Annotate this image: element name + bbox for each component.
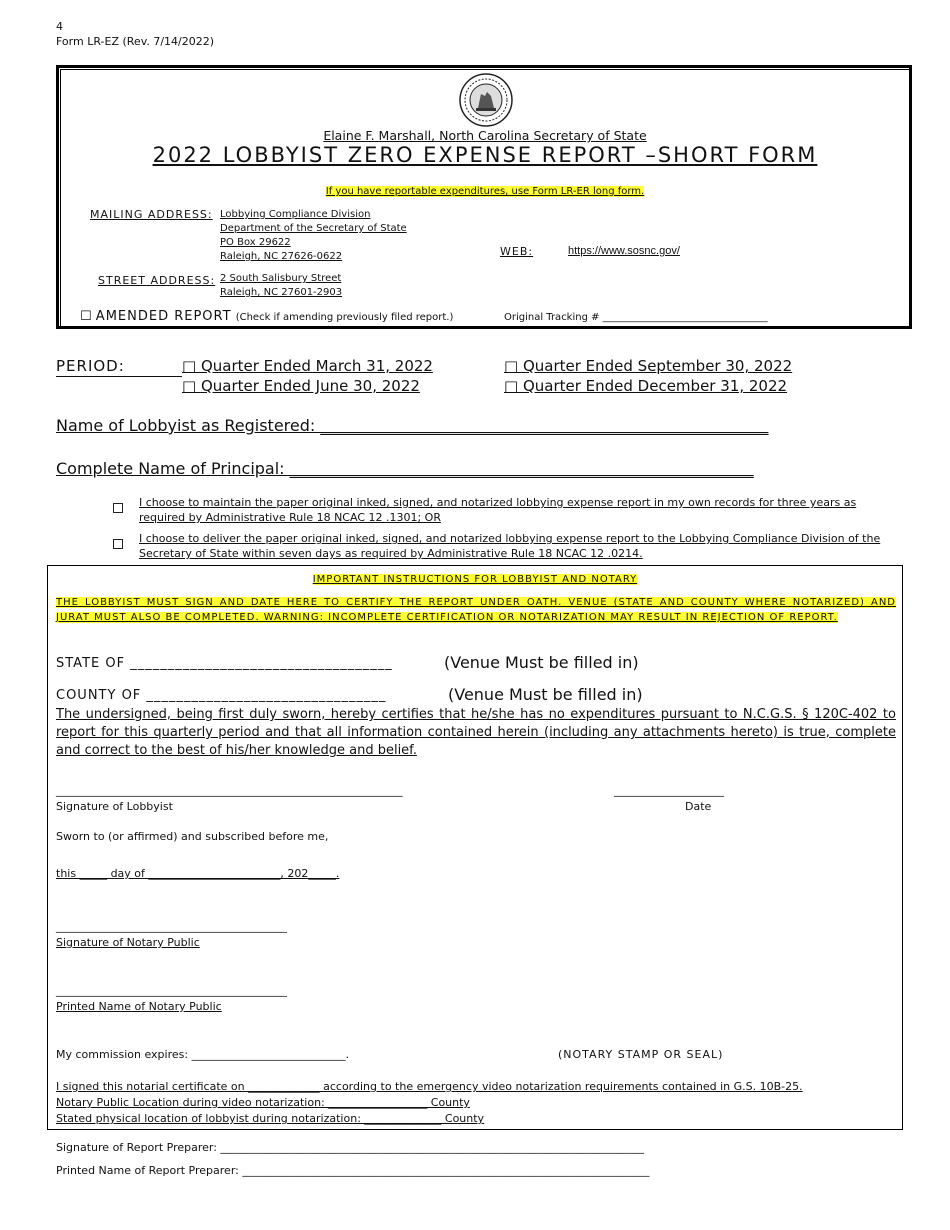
sworn-statement: Sworn to (or affirmed) and subscribed before me, [56,830,329,843]
mailing-address [220,208,407,264]
mailing-address-label: MAILING ADDRESS: [90,208,213,221]
period-q3[interactable]: □ Quarter Ended September 30, 2022 [504,357,793,375]
notary-signature-line[interactable]: __________________________________________ [56,920,287,933]
lobbyist-location-field[interactable]: Stated physical location of lobbyist during notarization: ______________ County [56,1112,485,1125]
original-tracking-field[interactable]: Original Tracking # _________________________________ [504,312,768,323]
street-line: Raleigh, NC 27601-2903 [220,287,343,298]
notary-instructions-box [47,565,903,1130]
mailing-line: PO Box 29622 [220,237,291,248]
period-label: PERIOD: [56,357,125,375]
period-underline [56,376,182,377]
period-q1[interactable]: □ Quarter Ended March 31, 2022 [182,357,433,375]
street-address-label: STREET ADDRESS: [98,274,216,287]
period-q2[interactable]: □ Quarter Ended June 30, 2022 [182,377,420,395]
amended-note: (Check if amending previously filed report.) [235,312,454,323]
street-line: 2 South Salisbury Street [220,273,342,284]
oath-warning-text: THE LOBBYIST MUST SIGN AND DATE HERE TO CERTIFY THE REPORT UNDER OATH. VENUE (STATE AND COUNTY WHERE NOTARIZED) AND JURAT MUST ALSO BE COMPLETED. WARNING: INCOMPLETE CERTIFICATION OR NOTARIZATION MAY RESULT IN REJECTION OF REPORT. [56,597,896,623]
mailing-line: Raleigh, NC 27626-0622 [220,251,343,262]
preparer-signature-field[interactable]: Signature of Report Preparer: _____________________________________________________________________________ [56,1141,644,1154]
notarial-certificate-line[interactable]: I signed this notarial certificate on _____________ according to the emergency video notarization requirements contained in G.S. 10B-25. [56,1080,803,1093]
oath-statement: The undersigned, being first duly sworn, hereby certifies that he/she has no expenditures pursuant to N.C.G.S. § 120C-402 to report for this quarterly period and that all information contained herein (including any attachments hereto) is true, complete and correct to the best of his/her knowledge and belief. [56,707,896,758]
form-id: Form LR-EZ (Rev. 7/14/2022) [56,35,215,48]
notary-printed-name-line[interactable]: __________________________________________ [56,984,287,997]
street-address [220,272,342,300]
notary-printed-name-label: Printed Name of Notary Public [56,1000,222,1013]
county-venue-note: (Venue Must be filled in) [448,685,643,704]
county-of-field[interactable]: COUNTY OF ________________________________ [56,688,387,703]
commission-expires-field[interactable]: My commission expires: ____________________________. [56,1048,350,1061]
web-url[interactable]: https://www.sosnc.gov/ [568,245,680,257]
signature-of-lobbyist-label: Signature of Lobbyist [56,800,173,813]
mailing-line: Lobbying Compliance Division [220,209,371,220]
web-label: WEB: [500,245,534,258]
amended-report-row [80,309,453,324]
maintain-option-text: I choose to maintain the paper original inked, signed, and notarized lobbying expense report in my own records for three years as required by Administrative Rule 18 NCAC 12 .1301; OR [139,496,857,524]
page-number: 4 [56,20,63,33]
notary-signature-label: Signature of Notary Public [56,936,200,949]
period-q4[interactable]: □ Quarter Ended December 31, 2022 [504,377,788,395]
lobbyist-name-field[interactable]: Name of Lobbyist as Registered: ________________________________________________________ [56,416,769,435]
date-label: Date [685,800,712,813]
state-venue-note: (Venue Must be filled in) [444,653,639,672]
principal-name-field[interactable]: Complete Name of Principal: __________________________________________________________ [56,459,754,478]
state-of-field[interactable]: STATE OF ___________________________________ [56,656,393,671]
state-seal-icon [458,72,514,128]
amended-label: AMENDED REPORT [95,309,232,324]
maintain-checkbox[interactable] [113,497,129,516]
long-form-note: If you have reportable expenditures, use Form LR-ER long form. [325,186,645,197]
deliver-option-text: I choose to deliver the paper original inked, signed, and notarized lobbying expense report to the Lobbying Compliance Division of the Secretary of State within seven days as required by Administrative Rule 18 NCAC 12 .0214. [139,532,881,560]
amended-checkbox[interactable]: ☐ [80,309,92,324]
notary-location-field[interactable]: Notary Public Location during video notarization: __________________ County [56,1096,470,1109]
lobbyist-signature-line[interactable]: _______________________________________________________________ [56,784,403,797]
report-title: 2022 LOBBYIST ZERO EXPENSE REPORT –SHORT FORM [152,143,818,167]
date-line[interactable]: ____________________ [614,784,724,797]
preparer-printed-name-field[interactable]: Printed Name of Report Preparer: __________________________________________________________________________ [56,1164,650,1177]
this-day-field[interactable]: this _____ day of ________________________, 202_____. [56,867,340,880]
oath-warning [56,595,896,625]
mailing-line: Department of the Secretary of State [220,223,407,234]
deliver-checkbox[interactable] [113,533,129,552]
notary-stamp-label: (NOTARY STAMP OR SEAL) [558,1048,724,1061]
notary-heading: IMPORTANT INSTRUCTIONS FOR LOBBYIST AND NOTARY [312,574,638,585]
secretary-line: Elaine F. Marshall, North Carolina Secretary of State [323,128,647,143]
